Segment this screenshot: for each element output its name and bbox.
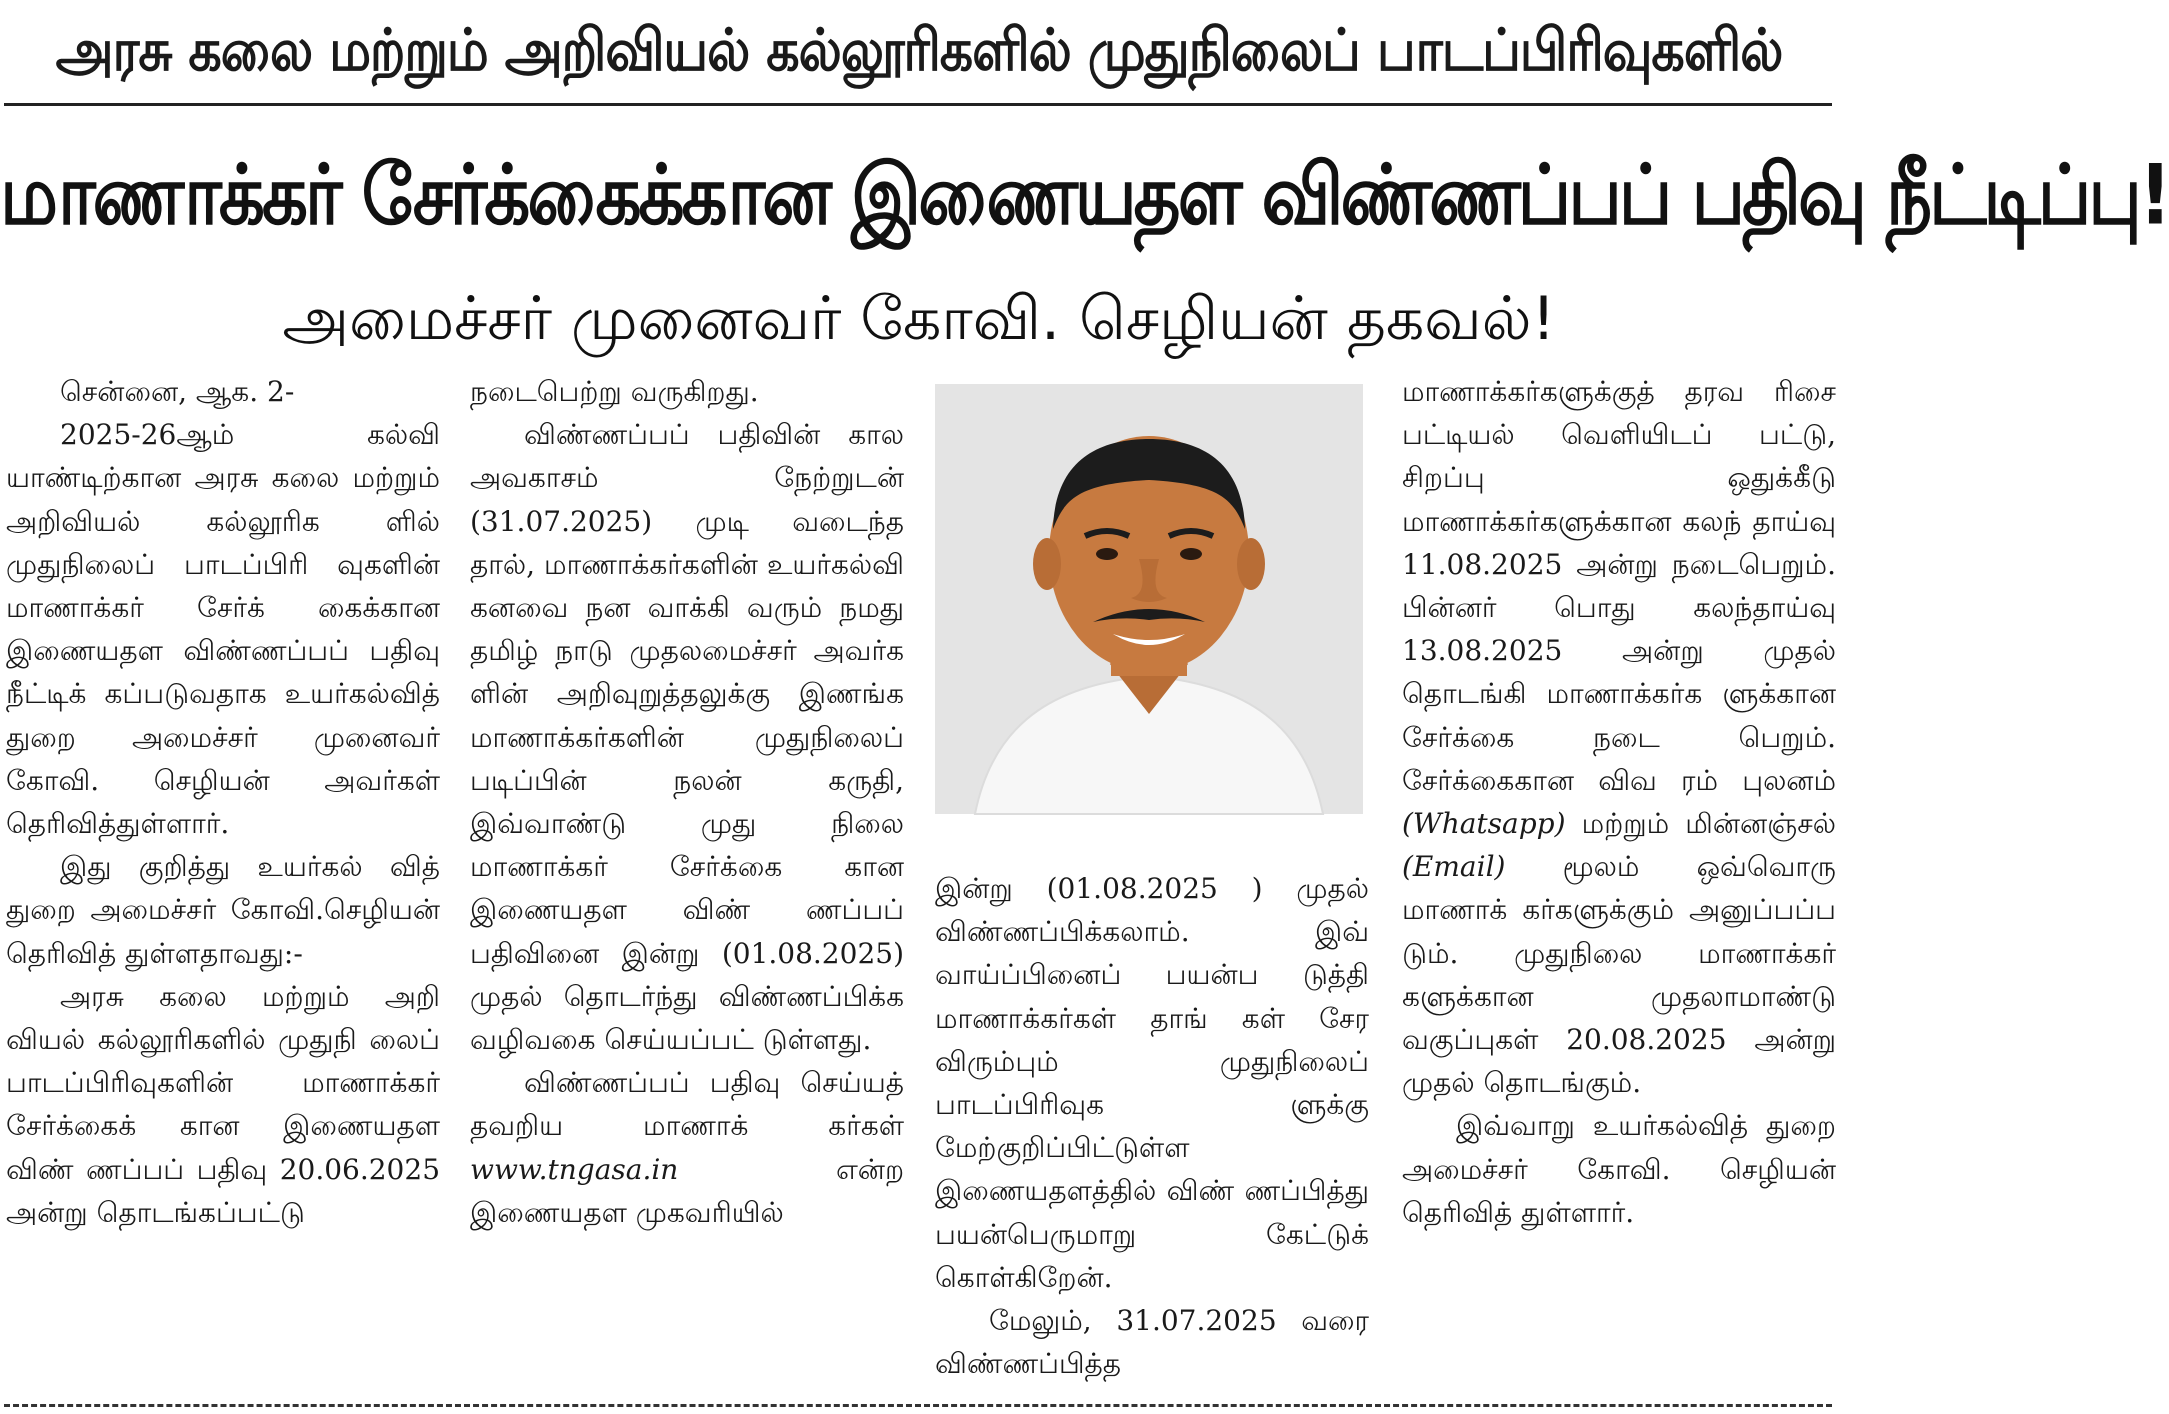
paragraph: இவ்வாறு உயர்கல்வித் துறை அமைச்சர் கோவி. செழியன் தெரிவித் துள்ளார். (1402, 1109, 1836, 1229)
paragraph-text: மற்றும் மின்னஞ்சல் (1581, 807, 1837, 841)
kicker: அரசு கலை மற்றும் அறிவியல் கல்லூரிகளில் முதுநிலைப் பாடப்பிரிவுகளில் (55, 17, 1783, 85)
paragraph-text: என்ற இணையதள முகவரியில் (470, 1152, 904, 1229)
date: (01.08.2025) (721, 936, 904, 970)
article-column-1 (6, 370, 440, 1234)
paragraph (935, 867, 1369, 1299)
dateline: சென்னை, ஆக. 2- (60, 375, 295, 408)
date: (01.08.2025 ) (1046, 872, 1263, 905)
paragraph (470, 1061, 904, 1234)
paragraph-text: மாணாக்கர்களுக்குத் தரவ ரிசை பட்டியல் வெளியிடப் பட்டு, சிறப்பு ஒதுக்கீடு மாணாக்கர்களுக்கான கலந் தாய்வு (1402, 375, 1836, 538)
paragraph: 2025-26ஆம் கல்வி யாண்டிற்கான அரசு கலை மற்றும் அறிவியல் கல்லூரிக ளில் முதுநிலைப் பாடப்பிரி வுகளின் மாணாக்கர் சேர்க் கைக்கான இணையதள விண்ணப்பப் பதிவு நீட்டிக் கப்படுவதாக உயர்கல்வித் துறை அமைச்சர் முனைவர் கோவி. செழியன் அவர்கள் தெரிவித்துள்ளார். (6, 418, 440, 841)
paragraph-text: மூலம் ஒவ்வொரு மாணாக் கர்களுக்கும் அனுப்பப்ப டும். முதுநிலை மாணாக்கர் களுக்கான முதலாமாண்டு வகுப்புகள் (1402, 850, 1836, 1057)
paragraph-text: அன்று முதல் தொடங்கும். (1402, 1023, 1837, 1100)
article-column-2 (470, 370, 904, 1234)
date: 31.07.2025 (1116, 1304, 1277, 1338)
portrait-illustration (935, 384, 1363, 814)
website-url[interactable]: www.tngasa.in (470, 1152, 679, 1186)
paragraph-text: இன்று (935, 872, 1013, 905)
date: (31.07.2025) (470, 504, 653, 538)
article-column-4 (1402, 370, 1836, 1234)
whatsapp-label: (Whatsapp) (1402, 807, 1566, 841)
paragraph (6, 975, 440, 1234)
date: 13.08.2025 (1402, 634, 1563, 668)
date: 20.06.2025 (279, 1152, 441, 1186)
minister-photo (935, 384, 1363, 814)
subheadline: அமைச்சர் முனைவர் கோவி. செழியன் தகவல்! (282, 284, 1556, 354)
paragraph: இது குறித்து உயர்கல் வித் துறை அமைச்சர் கோவி.செழியன் தெரிவித் துள்ளதாவது:- (6, 850, 440, 970)
paragraph-text: விண்ணப்பப் பதிவு செய்யத் தவறிய மாணாக் கர்கள் (470, 1066, 904, 1143)
paragraph (470, 413, 904, 1061)
paragraph-text: வரை விண்ணப்பித்த (935, 1304, 1370, 1381)
paragraph-text: அரசு கலை மற்றும் அறி வியல் கல்லூரிகளில் முதுநி லைப் பாடப்பிரிவுகளின் மாணாக்கர் சேர்க்கைக் கான இணையதள விண் ணப்பப் பதிவு (6, 979, 440, 1186)
paragraph-text: அன்று நடைபெறும். பின்னர் பொது கலந்தாய்வு (1402, 547, 1836, 625)
paragraph-text: மேலும், (989, 1304, 1092, 1338)
email-label: (Email) (1402, 850, 1506, 884)
paragraph: நடைபெற்று வருகிறது. (470, 375, 759, 408)
date: 11.08.2025 (1402, 547, 1563, 581)
article-column-3 (935, 867, 1369, 1385)
paragraph-text: முதல் விண்ணப்பிக்கலாம். இவ் வாய்ப்பினைப் பயன்ப டுத்தி மாணாக்கர்கள் தாங் கள் சேர விரும்பும் முதுநிலைப் பாடப்பிரிவுக ளுக்கு மேற்குறிப்பிட்டுள்ள இணையதளத்தில் விண் ணப்பித்து பயன்பெருமாறு கேட்டுக் கொள்கிறேன். (935, 872, 1369, 1294)
top-rule (4, 103, 1832, 106)
paragraph (935, 1299, 1369, 1385)
bottom-dashed-rule (4, 1404, 1832, 1407)
paragraph-text: அன்று தொடங்கப்பட்டு (6, 1195, 305, 1229)
paragraph-text: விண்ணப்பப் பதிவின் கால அவகாசம் நேற்றுடன் (470, 418, 904, 495)
paragraph-text: அன்று முதல் தொடங்கி மாணாக்கர்க ளுக்கான சேர்க்கை நடை பெறும். சேர்க்கைகான விவ ரம் புலனம் (1402, 634, 1836, 797)
date: 20.08.2025 (1566, 1023, 1727, 1057)
paragraph (1402, 370, 1836, 1104)
paragraph-text: முடி வடைந்த தால், மாணாக்கர்களின் உயர்கல்வி கனவை நன வாக்கி வரும் நமது தமிழ் நாடு முதலமைச்சர் அவர்க ளின் அறிவுறுத்தலுக்கு இணங்க மாணாக்கர்களின் முதுநிலைப் படிப்பின் நலன் கருதி, இவ்வாண்டு முது நிலை மாணாக்கர் சேர்க்கை கான இணையதள விண் ணப்பப் பதிவினை இன்று (470, 504, 905, 970)
paragraph-text: முதல் தொடர்ந்து விண்ணப்பிக்க வழிவகை செய்யப்பட் டுள்ளது. (470, 979, 904, 1057)
headline: மாணாக்கர் சேர்க்கைக்கான இணையதள விண்ணப்பப் பதிவு நீட்டிப்பு! (0, 146, 2169, 244)
